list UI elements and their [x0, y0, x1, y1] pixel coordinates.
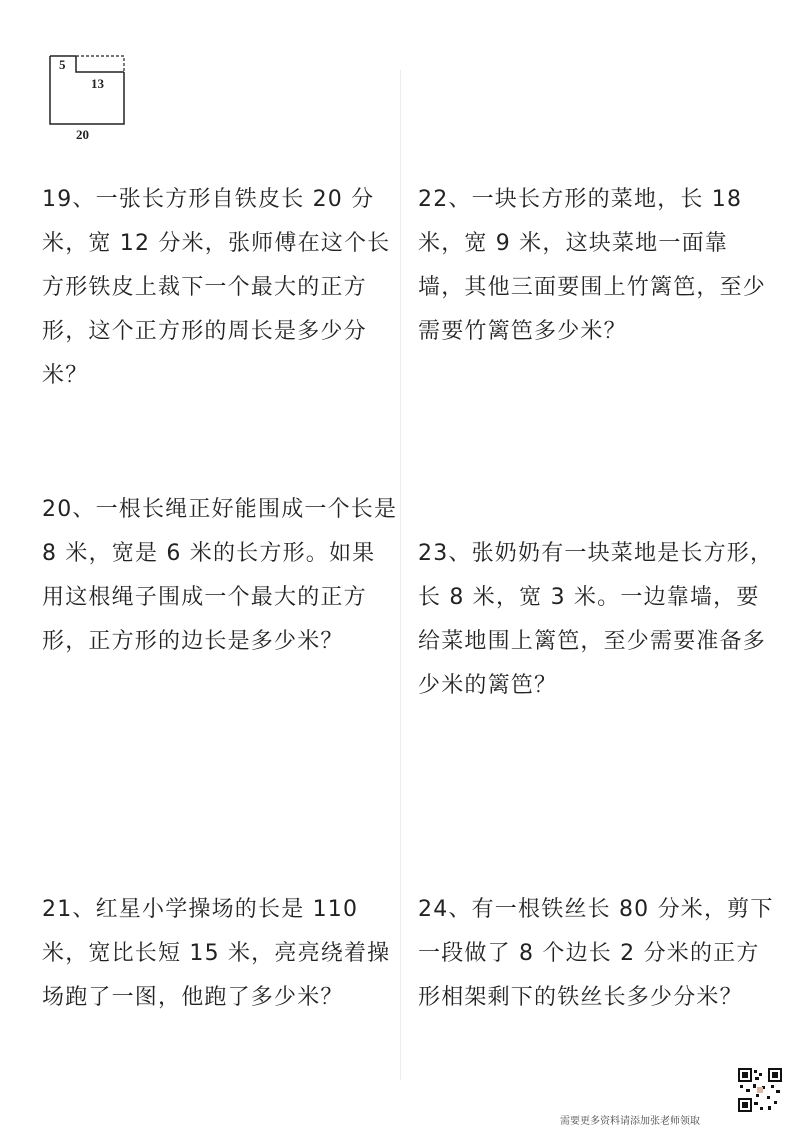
label-top: 5 — [59, 57, 66, 72]
label-inner: 13 — [91, 76, 104, 91]
problem-22: 22、一块长方形的菜地，长 18 米，宽 9 米，这块菜地一面靠墙，其他三面要围上竹篱笆，至少需要竹篱笆多少米？ — [418, 187, 767, 344]
rectangle-diagram — [40, 48, 140, 148]
problem-20: 20、一根长绳正好能围成一个长是 8 米，宽是 6 米的长方形。如果用这根绳子围成一个最大的正方形，正方形的边长是多少米？ — [42, 497, 398, 654]
rectangle-figure — [40, 48, 140, 148]
problem-19: 19、一张长方形自铁皮长 20 分米，宽 12 分米，张师傅在这个长方形铁皮上裁下一个最大的正方形，这个正方形的周长是多少分米？ — [42, 187, 391, 388]
problem-23: 23、张奶奶有一块菜地是长方形，长 8 米，宽 3 米。一边靠墙，要给菜地围上篱笆，至少需要准备多少米的篱笆？ — [418, 541, 774, 698]
problem-24: 24、有一根铁丝长 80 分米，剪下一段做了 8 个边长 2 分米的正方形相架剩下的铁丝长多少分米？ — [418, 897, 774, 1010]
qr-code-icon — [738, 1068, 782, 1112]
cutout-dashed — [76, 56, 124, 72]
footer-note: 需要更多资料请添加张老师领取 — [560, 1116, 700, 1127]
label-bottom: 20 — [76, 127, 89, 142]
problem-21: 21、红星小学操场的长是 110 米，宽比长短 15 米，亮亮绕着操场跑了一图，他跑了多少米？ — [42, 897, 391, 1010]
cutout-step — [76, 56, 124, 72]
